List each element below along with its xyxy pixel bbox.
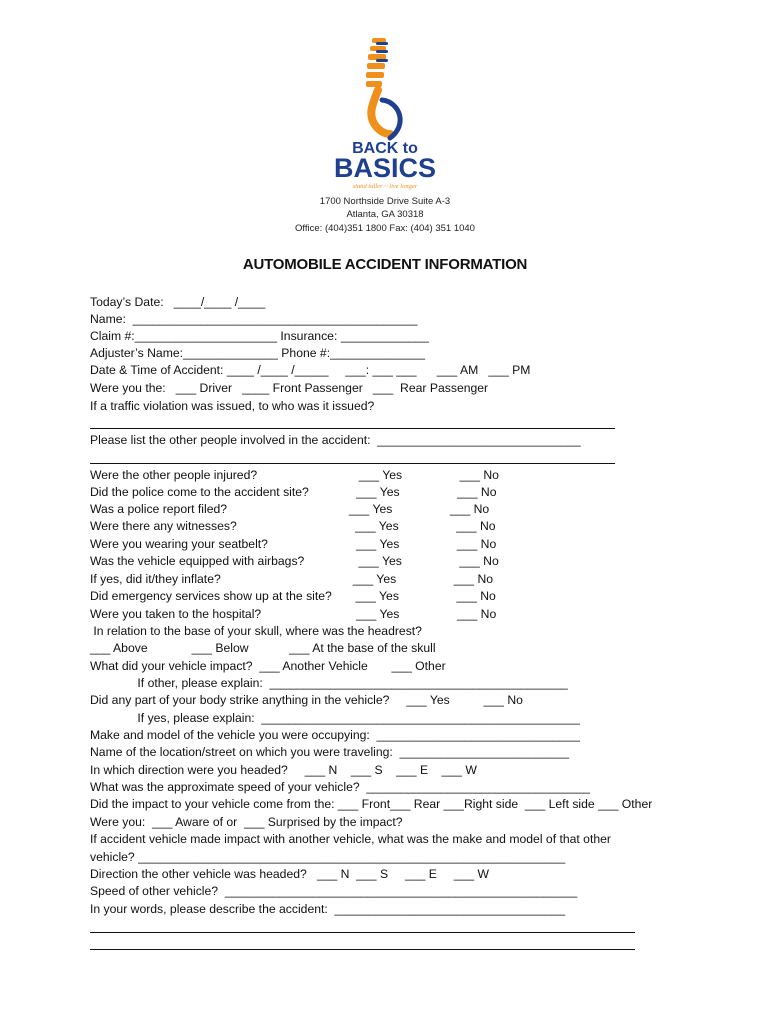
question-seatbelt[interactable]: Were you wearing your seatbelt? ___ Yes ___ No [90,537,497,551]
question-airbags[interactable]: Was the vehicle equipped with airbags? ___ Yes ___ No [90,554,499,568]
body-strike-explain-field[interactable]: If yes, please explain: _______________________________________________ [90,711,580,725]
page-title: AUTOMOBILE ACCIDENT INFORMATION [242,256,528,273]
location-street-field[interactable]: Name of the location/street on which you were traveling: _________________________ [90,745,570,759]
direction-headed-field[interactable]: In which direction were you headed? ___ N ___ S ___ E ___ W [90,763,477,777]
impact-explain-field[interactable]: If other, please explain: ____________________________________________ [90,676,568,690]
claim-insurance-field[interactable]: Claim #:_____________________ Insurance: _____________ [90,329,429,343]
logo-line2: BASICS [333,153,437,183]
violation-answer-line[interactable] [90,428,615,429]
logo-line1: BACK to [352,140,418,157]
address-line-2: Atlanta, GA 30318 [346,209,424,220]
logo-tagline: stand taller ~ live longer [352,183,418,190]
body-strike-field[interactable]: Did any part of your body strike anything in the vehicle? ___ Yes ___ No [90,693,523,707]
other-people-field[interactable]: Please list the other people involved in the accident: ______________________________ [90,433,581,447]
office-phone-fax: Office: (404)351 1800 Fax: (404) 351 1040 [295,223,475,234]
name-field[interactable]: Name: __________________________________________ [90,312,418,326]
impact-direction-field[interactable]: Did the impact to your vehicle come from the: ___ Front___ Rear ___Right side ___ Left side ___ Other [90,797,653,811]
vehicle-make-model-field[interactable]: Make and model of the vehicle you were occupying: ______________________________ [90,728,580,742]
question-emergency-services[interactable]: Did emergency services show up at the site? ___ Yes ___ No [90,589,496,603]
vehicle-speed-field[interactable]: What was the approximate speed of your vehicle? _________________________________ [90,780,591,794]
describe-accident-field[interactable]: In your words, please describe the accident: __________________________________ [90,902,566,916]
other-vehicle-field[interactable]: vehicle? _______________________________________________________________ [90,850,566,864]
other-vehicle-direction-field[interactable]: Direction the other vehicle was headed? ___ N ___ S ___ E ___ W [90,867,490,881]
awareness-field[interactable]: Were you: ___ Aware of or ___ Surprised by the impact? [90,815,403,829]
address-line-1: 1700 Northside Drive Suite A-3 [319,196,451,207]
vehicle-impact-field[interactable]: What did your vehicle impact? ___ Another Vehicle ___ Other [90,659,446,673]
headrest-options[interactable]: ___ Above ___ Below ___ At the base of the skull [90,641,436,655]
spine-logo-icon [320,30,450,195]
todays-date-field[interactable]: Today’s Date: ____/____ /____ [90,295,266,309]
other-vehicle-speed-field[interactable]: Speed of other vehicle? ____________________________________________________ [90,884,578,898]
question-police-came[interactable]: Did the police come to the accident site? ___ Yes ___ No [90,485,497,499]
headrest-question: In relation to the base of your skull, where was the headrest? [90,624,422,638]
question-others-injured[interactable]: Were the other people injured? ___ Yes ___ No [90,468,499,482]
describe-answer-line-1[interactable] [90,932,635,933]
accident-datetime-field[interactable]: Date & Time of Accident: ____ /____ /_____ ___: ___ ___ ___ AM ___ PM [90,363,531,377]
question-airbags-inflated[interactable]: If yes, did it/they inflate? ___ Yes ___ No [90,572,494,586]
other-vehicle-question: If accident vehicle made impact with another vehicle, what was the make and model of that other [90,832,611,846]
question-police-report[interactable]: Was a police report filed? ___ Yes ___ No [90,502,490,516]
occupant-role-field[interactable]: Were you the: ___ Driver ____ Front Passenger ___ Rear Passenger [90,381,489,395]
traffic-violation-question: If a traffic violation was issued, to who was it issued? [90,399,375,413]
question-hospital[interactable]: Were you taken to the hospital? ___ Yes ___ No [90,607,497,621]
adjuster-phone-field[interactable]: Adjuster’s Name:______________ Phone #:______________ [90,346,425,360]
question-witnesses[interactable]: Were there any witnesses? ___ Yes ___ No [90,519,496,533]
describe-answer-line-2[interactable] [90,949,635,950]
clinic-logo [320,30,450,195]
other-people-answer-line[interactable] [90,463,615,464]
